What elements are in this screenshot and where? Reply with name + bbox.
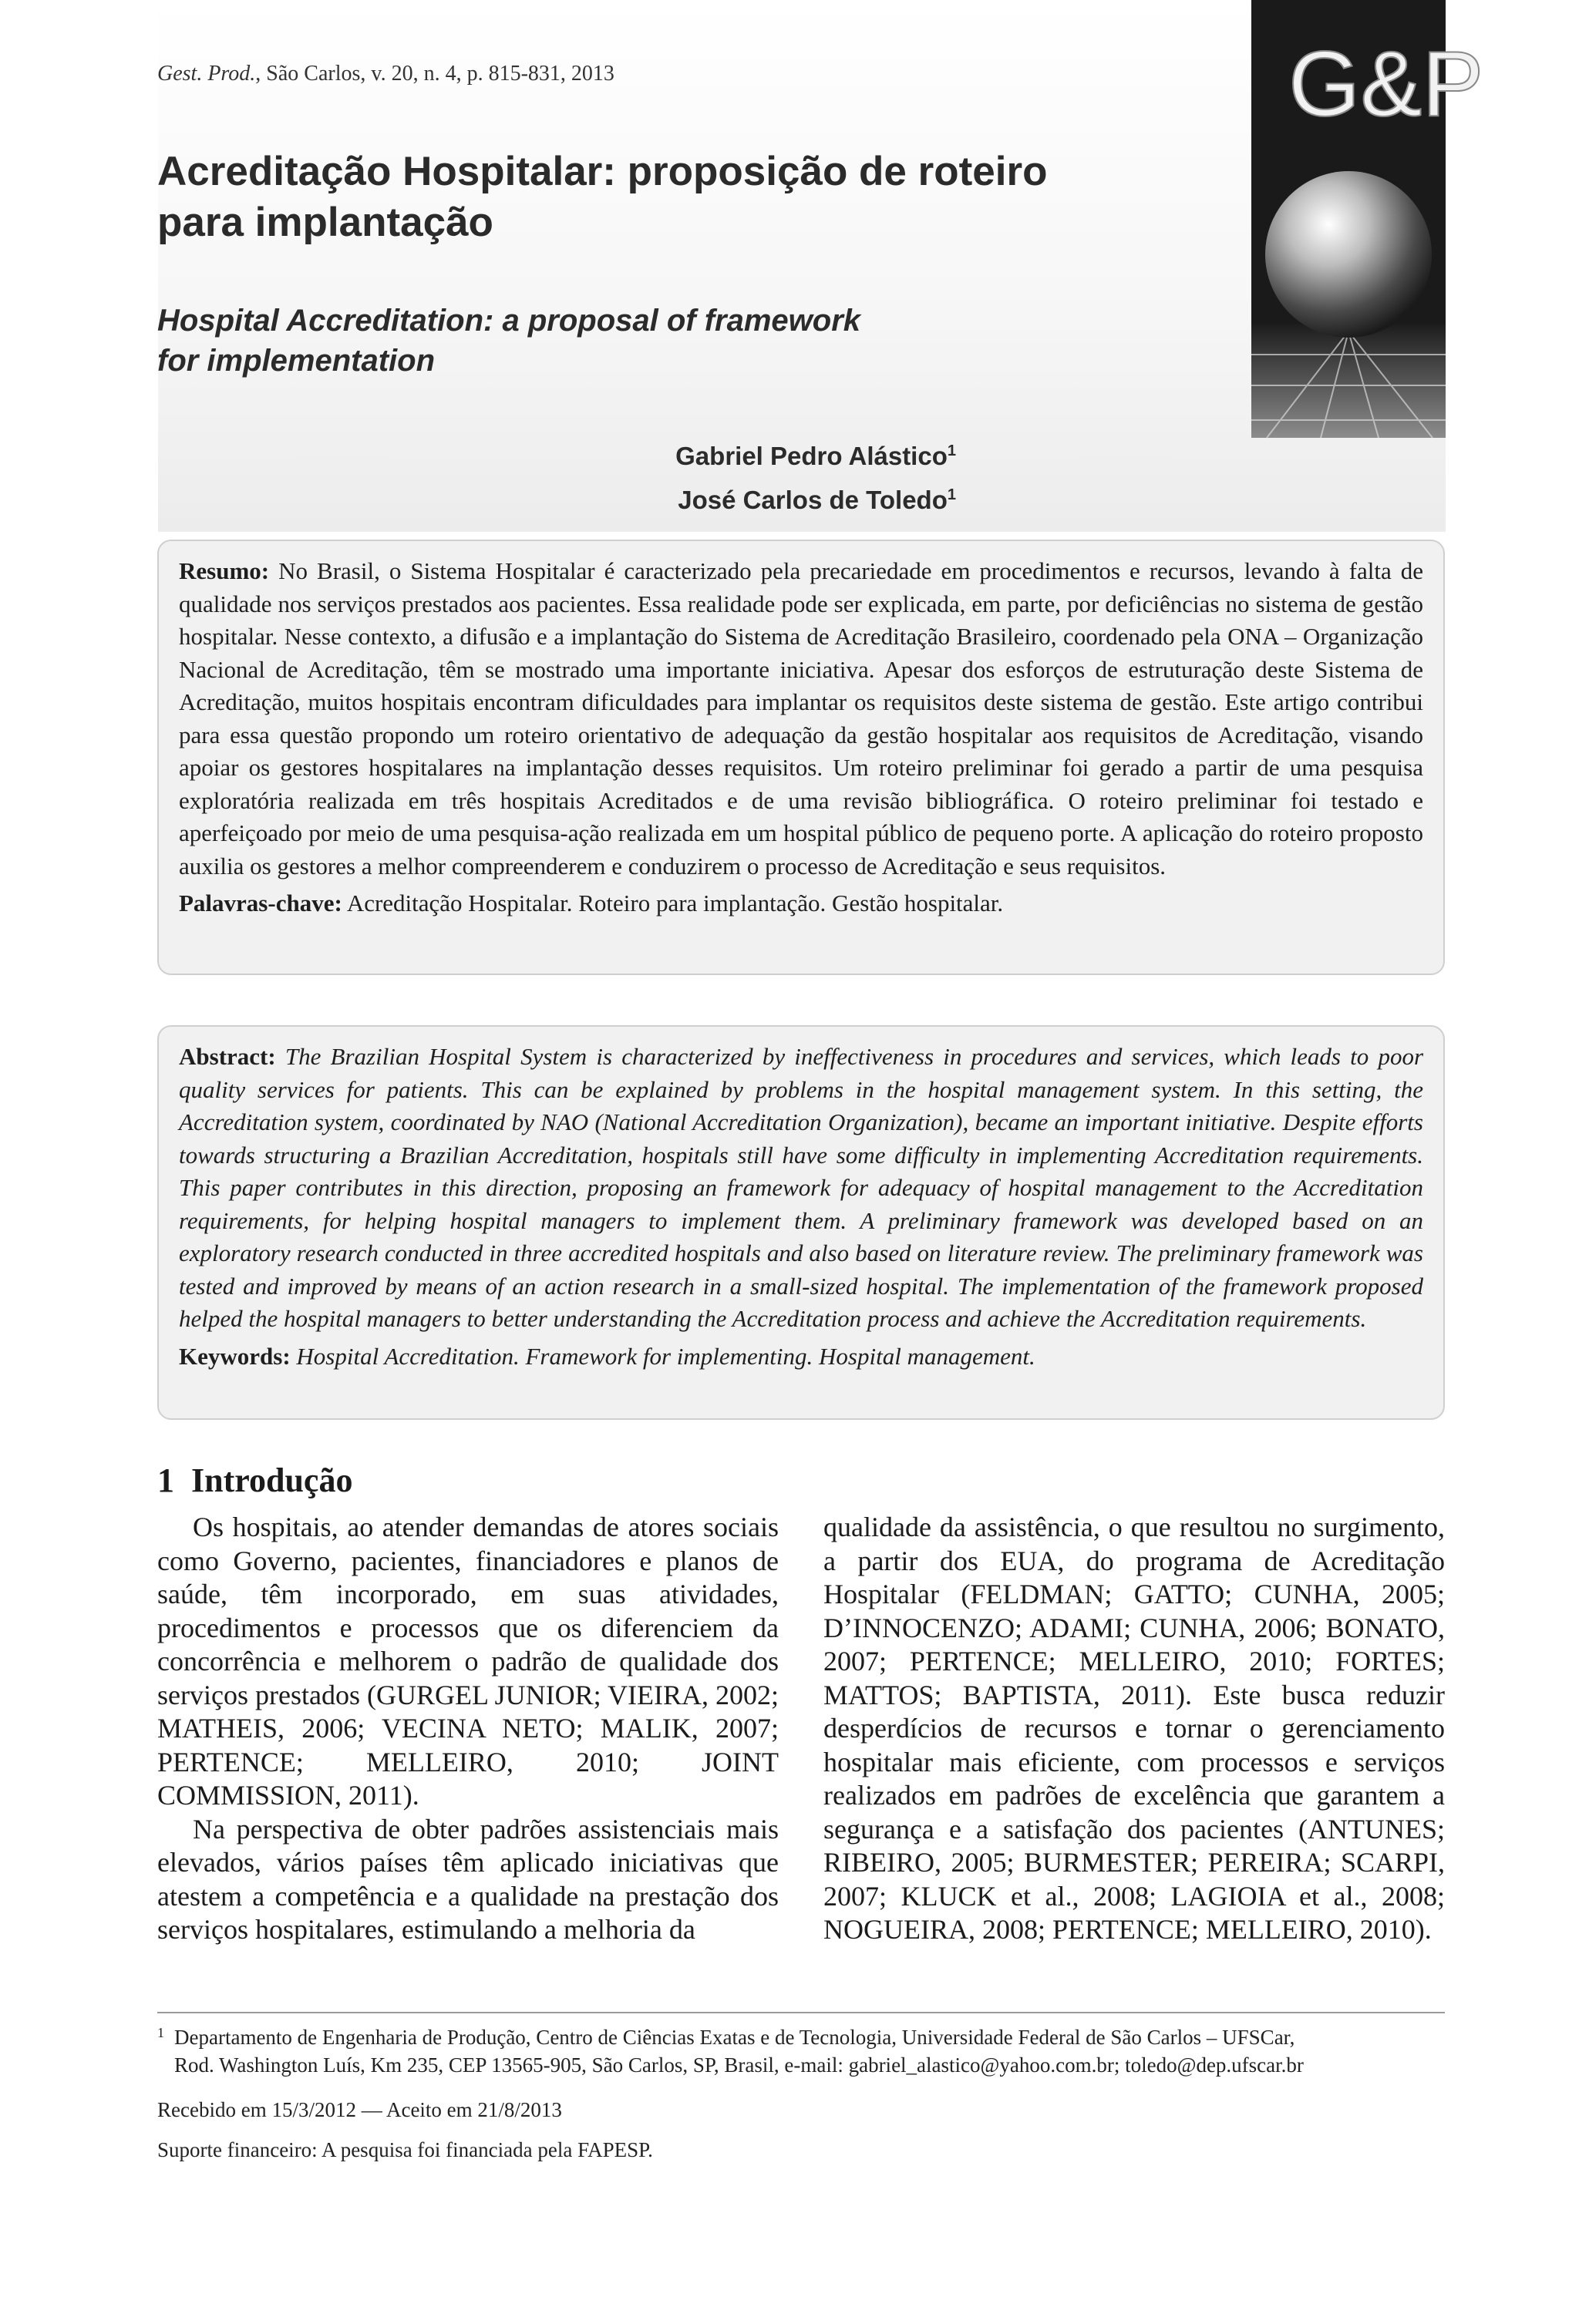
author-affiliation-mark: 1 — [947, 442, 956, 459]
abstract-label: Abstract: — [179, 1043, 276, 1070]
resumo-paragraph — [179, 555, 1423, 883]
author-list — [540, 432, 956, 520]
journal-logo-graphic — [1251, 0, 1484, 438]
section-number: 1 — [157, 1461, 174, 1499]
body-paragraph: qualidade da assistência, o que resultou no surgimento, a partir dos EUA, do programa de Acreditação Hospitalar (FELDMAN; GATTO; CUNHA, 2005; D’INNOCENZO; ADAMI; CUNHA, 2006; BONATO, 2007; PERTENCE; MELLEIRO, 2010; FORTES; MATTOS; BAPTISTA, 2011). Este busca reduzir desperdícios de recursos e tornar o gerenciamento hospitalar mais eficiente, com processos e serviços realizados em padrões de excelência que garantem a segurança e a satisfação dos pacientes (ANTUNES; RIBEIRO, 2005; BURMESTER; PEREIRA; SCARPI, 2007; KLUCK et al., 2008; LAGIOIA et al., 2008; NOGUEIRA, 2008; PERTENCE; MELLEIRO, 2010). — [823, 1512, 1445, 1945]
article-title-english — [157, 301, 1160, 381]
section-title: Introdução — [191, 1461, 353, 1499]
footnote-line-1: Departamento de Engenharia de Produção, Centro de Ciências Exatas e de Tecnologia, Universidade Federal de São Carlos – UFSCar, — [174, 2026, 1295, 2049]
journal-name: Gest. Prod. — [157, 62, 256, 86]
section-heading — [157, 1461, 774, 1500]
body-paragraph: Os hospitais, ao atender demandas de atores sociais como Governo, pacientes, financiadores e planos de saúde, têm incorporado, em suas atividades, procedimentos e processos que os diferenciem da concorrência e melhorem o padrão de qualidade dos serviços prestados (GURGEL JUNIOR; VIEIRA, 2002; MATHEIS, 2006; VECINA NETO; MALIK, 2007; PERTENCE; MELLEIRO, 2010; JOINT COMMISSION, 2011). — [157, 1512, 779, 1811]
resumo-box — [157, 540, 1445, 975]
author-affiliation-mark: 1 — [947, 486, 956, 503]
affiliation-footnote — [157, 2023, 1453, 2079]
logo-letters: G&P — [1288, 32, 1484, 136]
article-title-portuguese — [157, 146, 1160, 248]
keywords — [179, 1340, 1423, 1374]
author — [540, 432, 956, 476]
palavras-chave-label: Palavras-chave: — [179, 890, 342, 916]
journal-logo — [1251, 0, 1484, 438]
journal-citation — [157, 62, 1160, 86]
author-name: José Carlos de Toledo — [678, 486, 948, 514]
footnote-divider — [157, 2012, 1445, 2013]
title-en-line-1: Hospital Accreditation: a proposal of framework — [157, 304, 861, 338]
author-name: Gabriel Pedro Alástico — [675, 442, 948, 470]
author — [540, 476, 956, 520]
resumo-text: No Brasil, o Sistema Hospitalar é caracterizado pela precariedade em procedimentos e recursos, levando à falta de qualidade nos serviços prestados aos pacientes. Essa realidade pode ser explicada, em parte, por deficiências no sistema de gestão hospitalar. Nesse contexto, a difusão e a implantação do Sistema de Acreditação Brasileiro, coordenado pela ONA – Organização Nacional de Acreditação, têm se mostrado uma importante iniciativa. Apesar dos esforços de estruturação deste Sistema de Acreditação, muitos hospitais encontram dificuldades para implantar os requisitos deste sistema de gestão. Este artigo contribui para essa questão propondo um roteiro orientativo de adequação da gestão hospitalar aos requisitos de Acreditação, visando apoiar os gestores hospitalares na implantação desses requisitos. Um roteiro preliminar foi gerado a partir de uma pesquisa exploratória realizada em três hospitais Acreditados e de uma revisão bibliográfica. O roteiro preliminar foi testado e aperfeiçoado por meio de uma pesquisa-ação realizada em um hospital público de pequeno porte. A aplicação do roteiro proposto auxilia os gestores a melhor compreenderem e conduzirem o processo de Acreditação e seus requisitos. — [179, 557, 1423, 879]
abstract-box — [157, 1025, 1445, 1420]
body-column-right — [823, 1511, 1445, 1947]
body-paragraph: Na perspectiva de obter padrões assistenciais mais elevados, vários países têm aplicado iniciativas que atestem a competência e a qualidade na prestação dos serviços hospitalares, estimulando a melhoria da — [157, 1813, 779, 1945]
received-accepted-dates: Recebido em 15/3/2012 — Aceito em 21/8/2013 — [157, 2098, 562, 2121]
title-pt-line-1: Acreditação Hospitalar: proposição de roteiro — [157, 149, 1048, 194]
footnote-mark: 1 — [157, 2025, 164, 2040]
body-column-left — [157, 1511, 779, 1947]
abstract-text: The Brazilian Hospital System is characterized by ineffectiveness in procedures and services, which leads to poor quality services for patients. This can be explained by problems in the hospital management system. In this setting, the Accreditation system, coordinated by NAO (National Accreditation Organization), became an important initiative. Despite efforts towards structuring a Brazilian Accreditation, hospitals still have some difficulty in implementing Accreditation requirements. This paper contributes in this direction, proposing an framework for adequacy of hospital management to the Accreditation requirements, for helping hospital managers to implement them. A preliminary framework was developed based on an exploratory research conducted in three accredited hospitals and also based on literature review. The preliminary framework was tested and improved by means of an action research in a small-sized hospital. The implementation of the framework proposed helped the hospital managers to better understanding the Accreditation process and achieve the Accreditation requirements. — [179, 1043, 1424, 1332]
title-pt-line-2: para implantação — [157, 200, 493, 245]
keywords-label: Keywords: — [179, 1342, 291, 1370]
citation-details: , São Carlos, v. 20, n. 4, p. 815-831, 2013 — [255, 62, 614, 86]
palavras-chave — [179, 887, 1423, 920]
abstract-paragraph — [179, 1041, 1423, 1336]
palavras-chave-text: Acreditação Hospitalar. Roteiro para implantação. Gestão hospitalar. — [346, 890, 1004, 916]
title-en-line-2: for implementation — [157, 344, 436, 378]
keywords-text: Hospital Accreditation. Framework for implementing. Hospital management. — [296, 1342, 1035, 1370]
footnote-line-2: Rod. Washington Luís, Km 235, CEP 13565-905, São Carlos, SP, Brasil, e-mail: gabriel_alastico@yahoo.com.br; toledo@dep.ufscar.br — [174, 2053, 1304, 2077]
resumo-label: Resumo: — [179, 557, 270, 584]
funding-note: Suporte financeiro: A pesquisa foi financiada pela FAPESP. — [157, 2138, 653, 2161]
